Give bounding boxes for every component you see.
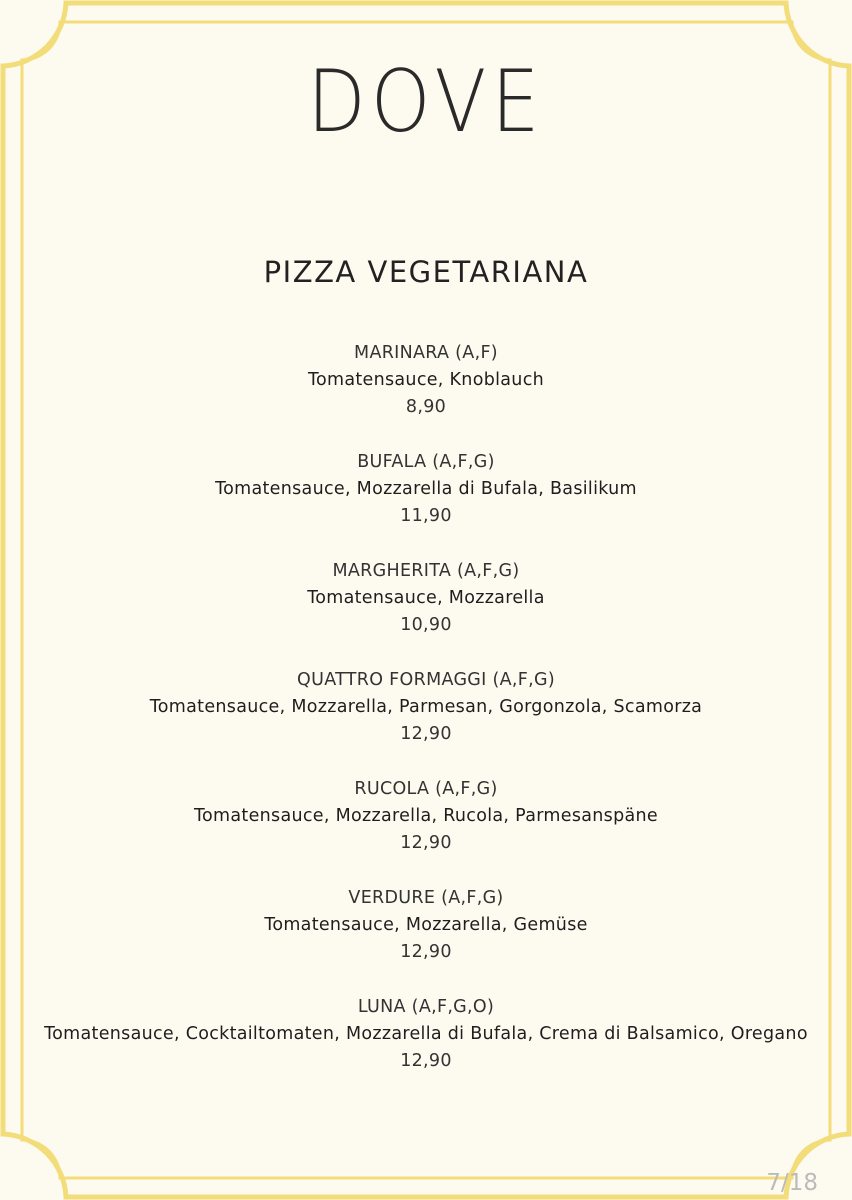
menu-item-description: Tomatensauce, Knoblauch: [307, 370, 545, 390]
menu-item: [40, 667, 812, 748]
menu-item-name: LUNA (A,F,G,O): [357, 997, 495, 1017]
menu-item-price: 8,90: [405, 397, 447, 417]
menu-item-description: Tomatensauce, Mozzarella: [307, 588, 545, 608]
menu-item-price: 12,90: [400, 724, 452, 744]
menu-item: [40, 776, 812, 857]
menu-item-name: QUATTRO FORMAGGI (A,F,G): [297, 670, 555, 690]
menu-item-name: BUFALA (A,F,G): [357, 452, 495, 472]
menu-item-name: MARINARA (A,F): [354, 343, 498, 363]
menu-item-name: MARGHERITA (A,F,G): [332, 561, 520, 581]
menu-item: [40, 449, 812, 530]
menu-item: [40, 994, 812, 1075]
menu-item-description: Tomatensauce, Mozzarella di Bufala, Basilikum: [215, 479, 637, 499]
menu-item-description: Tomatensauce, Mozzarella, Parmesan, Gorgonzola, Scamorza: [149, 697, 703, 717]
menu-item: [40, 340, 812, 421]
menu-item-price: 12,90: [400, 942, 452, 962]
menu-list: [40, 340, 812, 1103]
menu-item-description: Tomatensauce, Mozzarella, Gemüse: [264, 915, 588, 935]
menu-item-price: 11,90: [400, 506, 452, 526]
page-indicator: 7/18: [766, 1170, 818, 1196]
menu-item-description: Tomatensauce, Cocktailtomaten, Mozzarella di Bufala, Crema di Balsamico, Oregano: [44, 1024, 808, 1044]
menu-item: [40, 558, 812, 639]
menu-item-name: RUCOLA (A,F,G): [354, 779, 498, 799]
menu-item: [40, 885, 812, 966]
restaurant-logo-title: DOVE: [307, 52, 545, 152]
menu-item-description: Tomatensauce, Mozzarella, Rucola, Parmesanspäne: [194, 806, 658, 826]
menu-item-name: VERDURE (A,F,G): [348, 888, 504, 908]
section-title: PIZZA VEGETARIANA: [263, 255, 589, 289]
menu-item-price: 12,90: [400, 1051, 452, 1071]
menu-item-price: 12,90: [400, 833, 452, 853]
menu-item-price: 10,90: [400, 615, 452, 635]
